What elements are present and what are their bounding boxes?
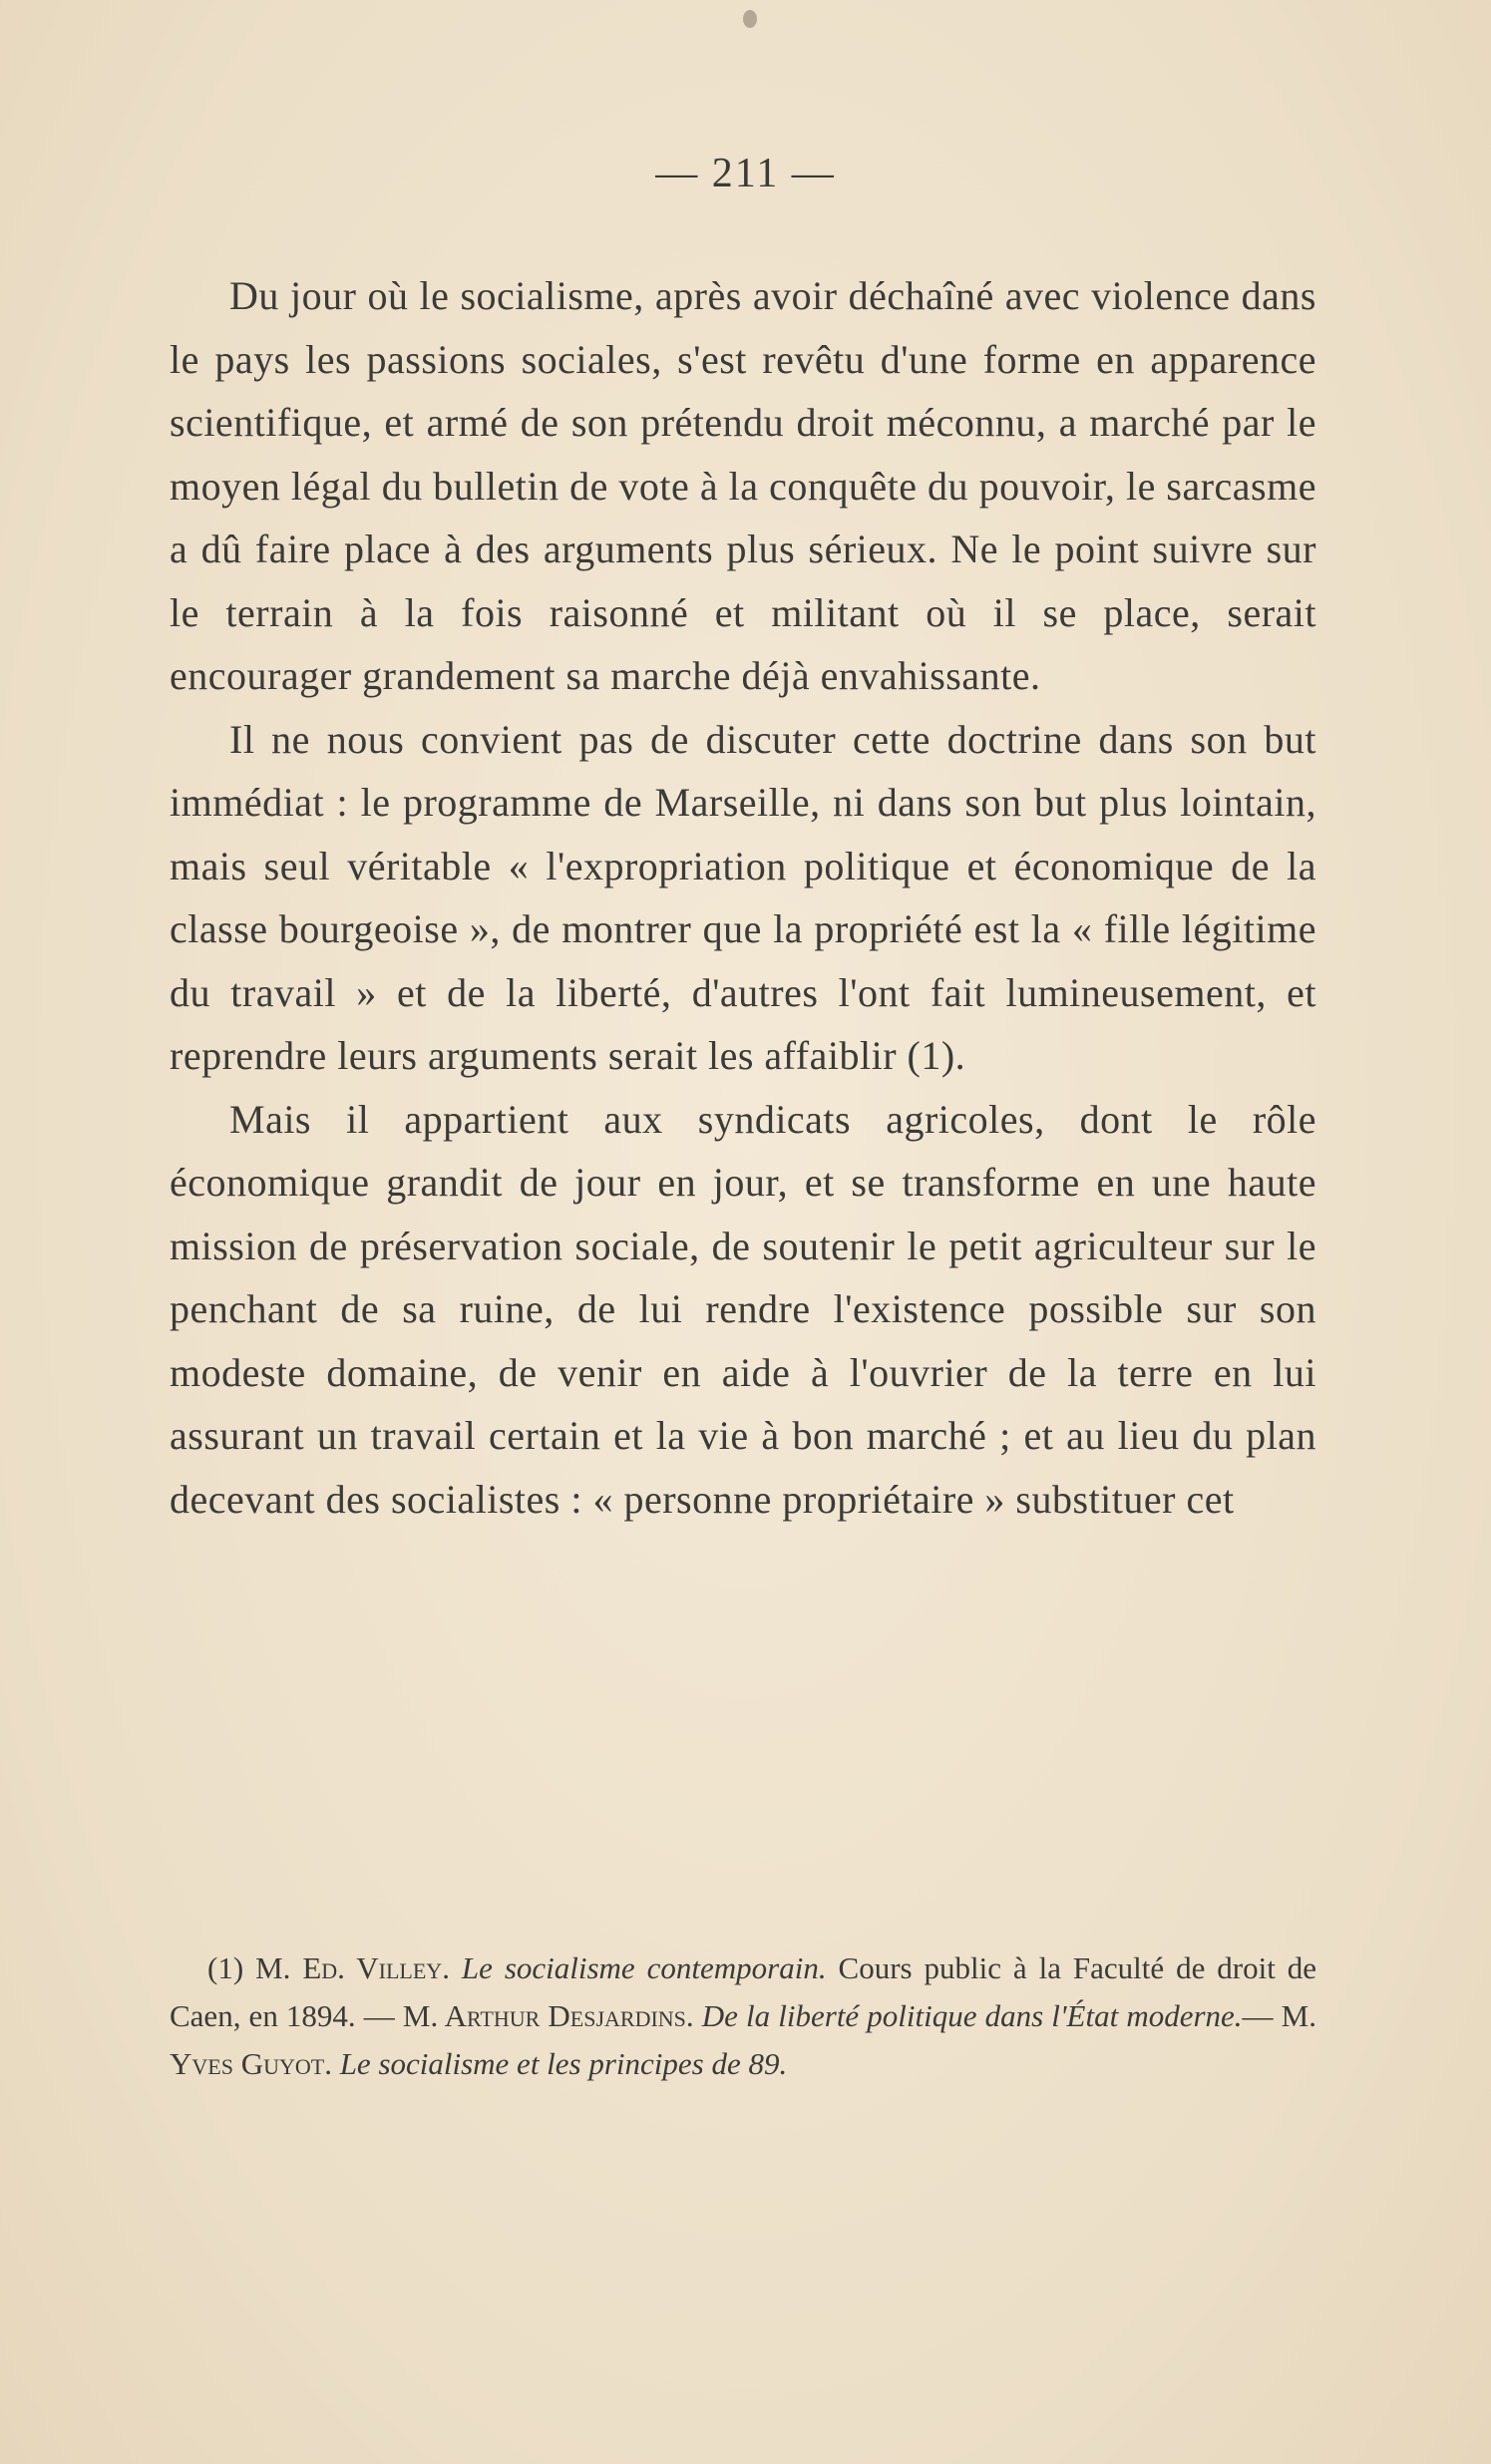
paragraph-2: Il ne nous convient pas de discuter cette doctrine dans son but immédiat : le programme de Marseille, ni dans son but plus lointain, mais seul véritable « l'expropriation politique et économique de la classe bourgeoise », de montrer que la propriété est la « fille légitime du travail » et de la liberté, d'autres l'ont fait lumineusement, et reprendre leurs arguments serait les affaiblir (1). [170, 716, 1316, 1078]
footnote-text-course: Cours public à la Faculté de droit de Caen, en 1894. — [170, 1950, 1317, 2033]
paragraph-3: Mais il appartient aux syndicats agricoles, dont le rôle économique grandit de jour en jour, et se transforme en une haute mission de préservation sociale, de soutenir le petit agriculteur sur le penchant de sa ruine, de lui rendre l'existence possible sur son modeste domaine, de venir en aide à l'ouvrier de la terre en lui assurant un travail certain et la vie à bon marché ; et au lieu du plan decevant des socialistes : « personne propriétaire » substituer cet [170, 1096, 1316, 1522]
footnote-dash: — [1242, 1998, 1274, 2033]
footnote-author-desjardins: M. Arthur Desjardins. [402, 1998, 694, 2033]
ink-stain [743, 10, 757, 28]
footnote-author-villey: M. Ed. Villey. [255, 1950, 450, 1985]
footnote-marker: (1) [207, 1950, 244, 1985]
footnote-title-socialisme-contemporain: Le socialisme contemporain. [461, 1950, 827, 1985]
page-number: — 211 — [655, 151, 836, 196]
paragraph-1: Du jour où le socialisme, après avoir déchaîné avec violence dans le pays les passions sociales, s'est revêtu d'une forme en apparence scientifique, et armé de son prétendu droit méconnu, a marché par le moyen légal du bulletin de vote à la conquête du pouvoir, le sarcasme a dû faire place à des arguments plus sérieux. Ne le point suivre sur le terrain à la fois raisonné et militant où il se place, serait encourager grandement sa marche déjà envahissante. [170, 273, 1316, 698]
footnote-title-liberte-politique: De la liberté politique dans l'État moderne. [701, 1998, 1243, 2033]
body-text [170, 264, 1316, 1531]
footnote [170, 1944, 1316, 2088]
footnote-author-guyot: M. Yves Guyot. [170, 1998, 1316, 2081]
footnote-text [170, 1944, 1316, 2088]
footnote-title-principes-89: Le socialisme et les principes de 89. [339, 2046, 788, 2081]
